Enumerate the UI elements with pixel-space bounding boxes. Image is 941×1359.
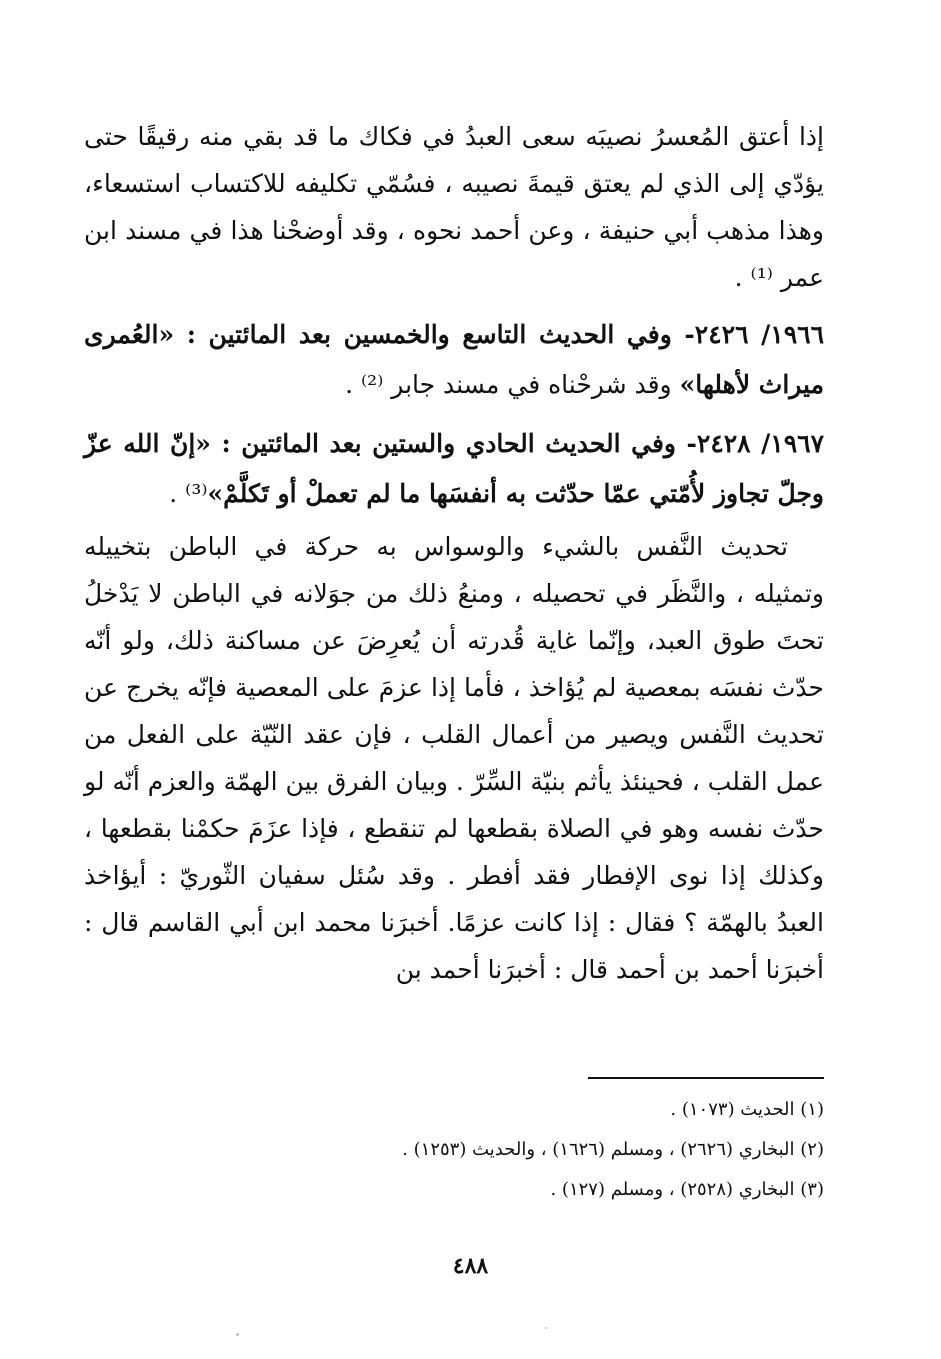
footnote-1: (١) الحديث (١٠٧٣) .: [670, 1099, 824, 1120]
scan-speck: [545, 1327, 547, 1329]
hadith-heading: وفي الحديث الحادي والستين بعد المائتين :: [221, 429, 687, 458]
page-number: ٤٨٨: [452, 1253, 489, 1279]
paragraph-commentary-2: تحديث النَّفس بالشيء والوسواس به حركة في الباطن بتخييله وتمثيله ، والنَّظَر في تحصيله ، ومنعُ ذلك من جوَلانه في الباطن لا يَدْخلُ تحتَ طوق العبد، وإنّما غاية قُدرته أن يُعرِضَ عن مساكنة ذلك، ولو أنّه حدّث نفسَه بمعصية لم يُؤاخذ ، فأما إذا عزمَ على المعصية فإنّه يخرج عن تحديث النَّفس ويصير من أعمال القلب ، فإن عقد النّيّة على الفعل من عمل القلب ، فحينئذ يأثم بنيّة السِّرّ . وبيان الفرق بين الهمّة والعزم أنّه لو حدّث نفسه وهو في الصلاة بقطعها لم تنقطع ، فإذا عزَمَ حكمْنا بقطعها ، وكذلك إذا نوى الإفطار فقد أفطر . وقد سُئل سفيان الثّوريّ : أيؤاخذ العبدُ بالهمّة ؟ فقال : إذا كانت عزمًا. أخبرَنا محمد ابن أبي القاسم قال : أخبرَنا أحمد بن أحمد قال : أخبرَنا أحمد بن: [84, 532, 824, 984]
hadith-number: ١٩٦٧/ ٢٤٢٨-: [686, 429, 824, 458]
hadith-quote: «العُمرى ميراث لأهلها»: [84, 320, 824, 399]
hadith-note: ⁽³⁾ .: [169, 479, 208, 508]
footnote-2: (٢) البخاري (٢٦٢٦) ، ومسلم (١٦٢٦) ، والحديث (١٢٥٣) .: [402, 1139, 824, 1160]
main-text: [84, 113, 824, 993]
hadith-note: وقد شرحْناه في مسند جابر ⁽²⁾ .: [345, 370, 680, 399]
footnote-3: (٣) البخاري (٢٥٢٨) ، ومسلم (١٢٧) .: [550, 1179, 824, 1200]
paragraph-commentary-1: إذا أعتق المُعسرُ نصيبَه سعى العبدُ في فكاك ما قد بقي منه رقيقًا حتى يؤدّي إلى الذي لم يعتق قيمةَ نصيبه ، فسُمّي تكليفه للاكتساب استسعاء، وهذا مذهب أبي حنيفة ، وعن أحمد نحوه ، وقد أوضحْنا هذا في مسند ابن عمر ⁽¹⁾ .: [84, 122, 824, 292]
hadith-entry-1967: [84, 419, 824, 519]
scan-speck: [236, 1333, 239, 1336]
hadith-entry-1966: [84, 310, 824, 410]
footnotes: [84, 1090, 824, 1210]
hadith-heading: وفي الحديث التاسع والخمسين بعد المائتين :: [186, 320, 685, 349]
hadith-quote: «إنّ الله عزّ وجلّ تجاوز لأُمّتي عمّا حدّثت به أنفسَها ما لم تعملْ أو تَكلَّمْ»: [84, 429, 824, 508]
hadith-number: ١٩٦٦/ ٢٤٢٦-: [684, 320, 824, 349]
footnote-divider: [588, 1077, 824, 1079]
